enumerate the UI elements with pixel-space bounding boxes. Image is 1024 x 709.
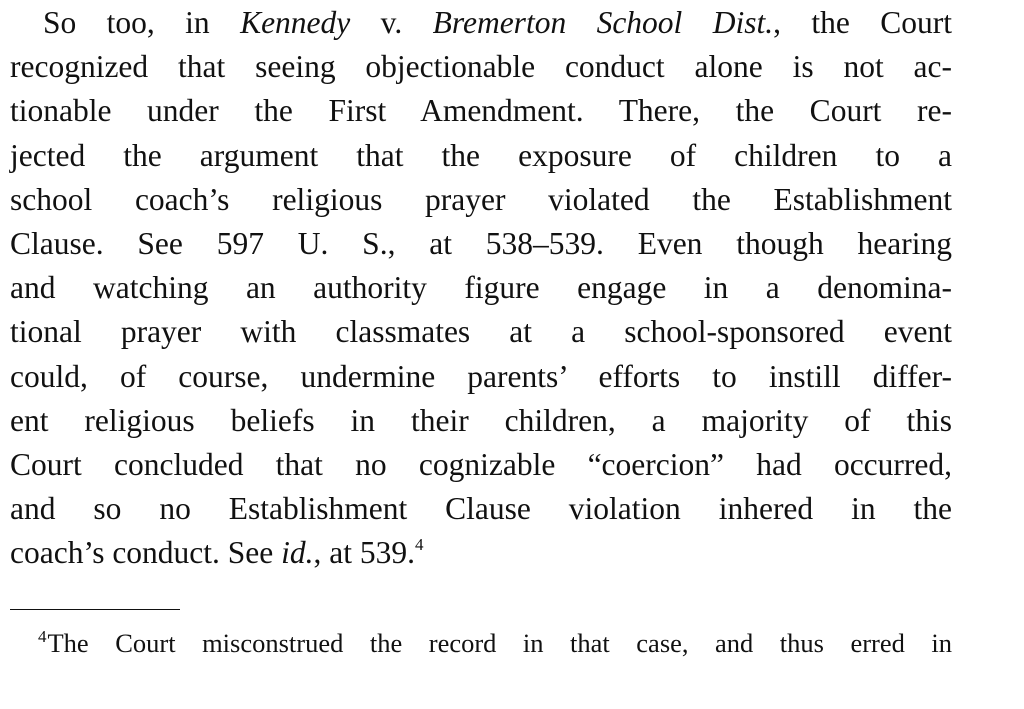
id-citation: id.: [281, 535, 314, 571]
opinion-body: [10, 0, 952, 575]
footnote-text: The Court misconstrued the record in that case, and thus erred in: [47, 628, 952, 658]
paragraph-line-1: So too, in Kennedy v. Bremerton School Dist., the Court: [43, 5, 952, 40]
footnote-reference[interactable]: 4: [415, 535, 424, 555]
paragraph-line-3: tionable under the First Amendment. There, the Court re-: [10, 93, 952, 129]
footnote-marker: 4: [38, 627, 47, 646]
paragraph-line-10: ent religious beliefs in their children, a majority of this: [10, 402, 952, 438]
footnote: [10, 625, 952, 661]
paragraph-line-6: Clause. See 597 U. S., at 538–539. Even though hearing: [10, 225, 952, 261]
paragraph-line-4: jected the argument that the exposure of children to a: [10, 137, 952, 173]
paragraph-line-7: and watching an authority figure engage in a denomina-: [10, 270, 952, 306]
paragraph-line-2: recognized that seeing objectionable conduct alone is not ac-: [10, 49, 952, 85]
footnote-divider: [10, 609, 180, 610]
paragraph-line-12: and so no Establishment Clause violation inhered in the: [10, 491, 952, 527]
case-name-bremerton: Bremerton School Dist.: [432, 5, 774, 40]
paragraph-line-11: Court concluded that no cognizable “coercion” had occurred,: [10, 446, 952, 482]
paragraph-line-5: school coach’s religious prayer violated the Establishment: [10, 181, 952, 217]
paragraph-line-13: coach’s conduct. See id., at 539.$^4$: [10, 535, 424, 571]
paragraph-line-9: could, of course, undermine parents’ efforts to instill differ-: [10, 358, 952, 394]
case-name-kennedy: Kennedy: [240, 5, 351, 40]
paragraph-line-8: tional prayer with classmates at a school-sponsored event: [10, 314, 952, 350]
